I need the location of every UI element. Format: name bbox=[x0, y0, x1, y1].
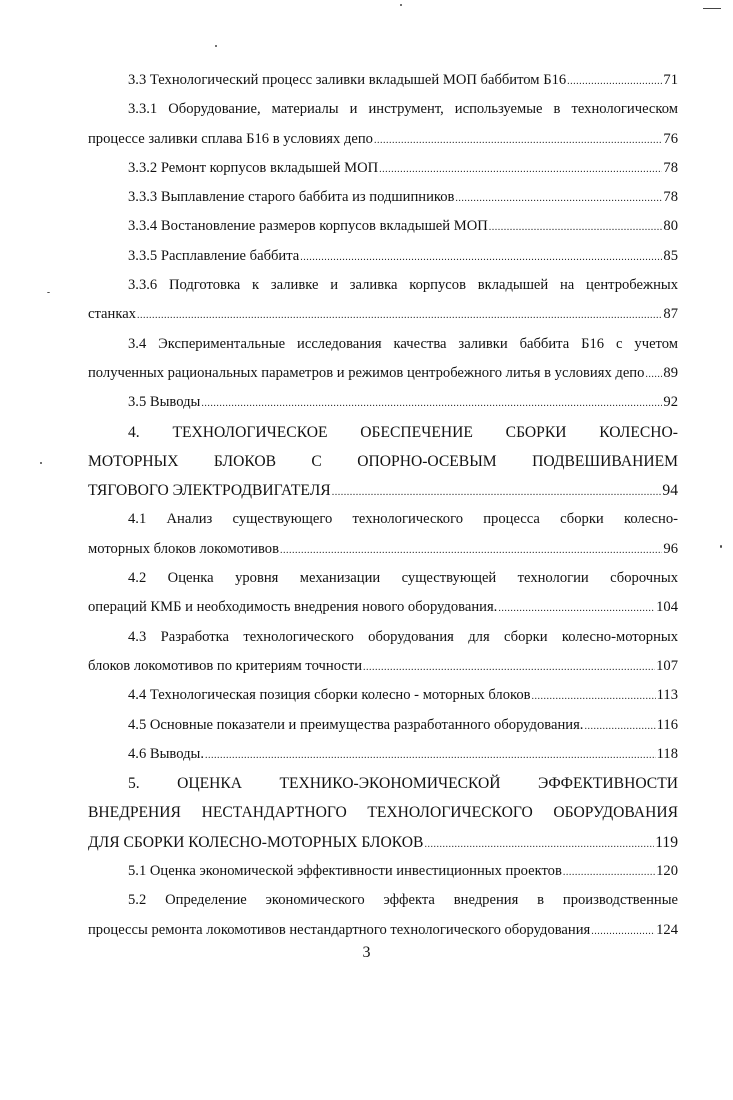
toc-entry-text: 3.3.3 Выплавление старого баббита из подшипников bbox=[128, 189, 455, 206]
toc-entry-text: 4.2 Оценка уровня механизации существующей технологии сборочных bbox=[128, 570, 678, 587]
scan-speck bbox=[47, 292, 50, 293]
toc-page-number: 71 bbox=[663, 72, 678, 88]
dot-leader bbox=[563, 858, 655, 887]
toc-line bbox=[88, 505, 678, 534]
dot-leader bbox=[498, 594, 655, 623]
dot-leader bbox=[205, 741, 656, 770]
dot-leader bbox=[584, 712, 655, 741]
toc-line bbox=[88, 623, 678, 652]
toc-entry-text: полученных рациональных параметров и режимов центробежного литья в условиях депо bbox=[88, 364, 645, 381]
toc-entry-text: блоков локомотивов по критериям точности bbox=[88, 657, 363, 674]
dot-leader bbox=[363, 653, 655, 682]
toc-line bbox=[88, 769, 678, 798]
dot-leader bbox=[591, 917, 655, 946]
dot-leader bbox=[332, 478, 662, 507]
dot-leader bbox=[280, 536, 662, 565]
toc-line bbox=[88, 154, 678, 183]
toc-entry-text: моторных блоков локомотивов bbox=[88, 540, 279, 557]
toc-line bbox=[88, 212, 678, 241]
toc-entry-text: процессы ремонта локомотивов нестандартного технологического оборудования bbox=[88, 921, 591, 938]
toc-entry-text: 4.6 Выводы. bbox=[128, 745, 204, 762]
toc-entry-text: 3.3.4 Востановление размеров корпусов вкладышей МОП bbox=[128, 218, 488, 235]
toc-line bbox=[88, 593, 678, 622]
toc-page-number: 113 bbox=[656, 687, 678, 704]
toc-line bbox=[88, 447, 678, 476]
toc-page-number: 85 bbox=[663, 247, 678, 264]
toc-line bbox=[88, 740, 678, 769]
toc-page-number: 80 bbox=[663, 218, 678, 235]
toc-line bbox=[88, 564, 678, 593]
toc-entry-text: 4. ТЕХНОЛОГИЧЕСКОЕ ОБЕСПЕЧЕНИЕ СБОРКИ КОЛЕСНО- bbox=[128, 423, 678, 441]
toc-line bbox=[88, 418, 678, 447]
toc-entry-text: 3.3.6 Подготовка к заливке и заливка корпусов вкладышей на центробежных bbox=[128, 277, 678, 294]
toc-page-number: 118 bbox=[656, 745, 678, 762]
table-of-contents bbox=[88, 66, 678, 945]
toc-entry-text: станках bbox=[88, 306, 136, 323]
toc-line bbox=[88, 66, 678, 95]
toc-line bbox=[88, 388, 678, 417]
toc-page-number: 107 bbox=[656, 657, 678, 674]
toc-line bbox=[88, 828, 678, 857]
toc-page-number: 96 bbox=[663, 540, 678, 557]
toc-entry-text: 5. ОЦЕНКА ТЕХНИКО-ЭКОНОМИЧЕСКОЙ ЭФФЕКТИВНОСТИ bbox=[128, 775, 678, 793]
toc-line bbox=[88, 183, 678, 212]
toc-line bbox=[88, 95, 678, 124]
toc-entry-text: 3.5 Выводы bbox=[128, 394, 201, 411]
toc-page-number: 78 bbox=[663, 159, 678, 176]
toc-entry-text: ВНЕДРЕНИЯ НЕСТАНДАРТНОГО ТЕХНОЛОГИЧЕСКОГО ОБОРУДОВАНИЯ bbox=[88, 804, 678, 822]
toc-line bbox=[88, 652, 678, 681]
scan-speck bbox=[400, 4, 402, 6]
toc-line bbox=[88, 711, 678, 740]
page-number: 3 bbox=[362, 944, 371, 961]
toc-entry-text: операций КМБ и необходимость внедрения нового оборудования. bbox=[88, 599, 498, 616]
toc-page-number: 120 bbox=[656, 863, 678, 880]
toc-entry-text: 5.2 Определение экономического эффекта внедрения в производственные bbox=[128, 892, 678, 909]
toc-page-number: 87 bbox=[663, 306, 678, 323]
toc-entry-text: 3.3.1 Оборудование, материалы и инструмент, используемые в технологическом bbox=[128, 101, 678, 118]
toc-page-number: 124 bbox=[656, 921, 678, 938]
toc-page-number: 119 bbox=[655, 833, 678, 851]
toc-line bbox=[88, 798, 678, 827]
dot-leader bbox=[374, 126, 662, 155]
dot-leader bbox=[532, 682, 656, 711]
toc-line bbox=[88, 271, 678, 300]
toc-entry-text: МОТОРНЫХ БЛОКОВ С ОПОРНО-ОСЕВЫМ ПОДВЕШИВАНИЕМ bbox=[88, 452, 678, 470]
dot-leader bbox=[489, 213, 663, 242]
toc-page-number: 89 bbox=[663, 364, 678, 381]
toc-entry-text: процессе заливки сплава Б16 в условиях депо bbox=[88, 130, 373, 147]
toc-entry-text: 4.1 Анализ существующего технологического процесса сборки колесно- bbox=[128, 511, 678, 528]
toc-entry-text: 3.4 Экспериментальные исследования качества заливки баббита Б16 с учетом bbox=[128, 335, 678, 352]
dot-leader bbox=[300, 243, 662, 272]
scan-speck bbox=[720, 545, 722, 548]
toc-entry-text: 3.3.5 Расплавление баббита bbox=[128, 247, 300, 264]
dot-leader bbox=[424, 830, 654, 859]
dot-leader bbox=[567, 67, 662, 96]
dot-leader bbox=[645, 360, 662, 389]
toc-page-number: 94 bbox=[662, 482, 678, 500]
toc-line bbox=[88, 359, 678, 388]
toc-line bbox=[88, 886, 678, 915]
toc-entry-text: ДЛЯ СБОРКИ КОЛЕСНО-МОТОРНЫХ БЛОКОВ bbox=[88, 833, 424, 851]
toc-line bbox=[88, 125, 678, 154]
dot-leader bbox=[137, 301, 662, 330]
toc-line bbox=[88, 242, 678, 271]
toc-entry-text: 4.5 Основные показатели и преимущества разработанного оборудования. bbox=[128, 716, 584, 733]
toc-entry-text: 4.3 Разработка технологического оборудования для сборки колесно-моторных bbox=[128, 628, 678, 645]
dot-leader bbox=[455, 184, 662, 213]
toc-page-number: 76 bbox=[663, 130, 678, 147]
toc-page-number: 116 bbox=[656, 716, 678, 733]
toc-line bbox=[88, 300, 678, 329]
toc-entry-text: 3.3.2 Ремонт корпусов вкладышей МОП bbox=[128, 159, 379, 176]
toc-line bbox=[88, 916, 678, 945]
toc-line bbox=[88, 476, 678, 505]
scan-speck bbox=[703, 8, 721, 9]
toc-page-number: 104 bbox=[656, 599, 678, 616]
toc-entry-text: 3.3 Технологический процесс заливки вкладышей МОП баббитом Б16 bbox=[128, 72, 567, 88]
dot-leader bbox=[379, 155, 662, 184]
scan-speck bbox=[215, 45, 217, 47]
toc-page-number: 92 bbox=[663, 394, 678, 411]
scan-speck bbox=[40, 462, 42, 464]
toc-line bbox=[88, 857, 678, 886]
toc-page-number: 78 bbox=[663, 189, 678, 206]
toc-entry-text: 4.4 Технологическая позиция сборки колесно - моторных блоков bbox=[128, 687, 531, 704]
toc-entry-text: ТЯГОВОГО ЭЛЕКТРОДВИГАТЕЛЯ bbox=[88, 482, 331, 500]
toc-line bbox=[88, 535, 678, 564]
toc-line bbox=[88, 330, 678, 359]
toc-entry-text: 5.1 Оценка экономической эффективности инвестиционных проектов bbox=[128, 863, 562, 880]
dot-leader bbox=[201, 389, 662, 418]
toc-line bbox=[88, 681, 678, 710]
